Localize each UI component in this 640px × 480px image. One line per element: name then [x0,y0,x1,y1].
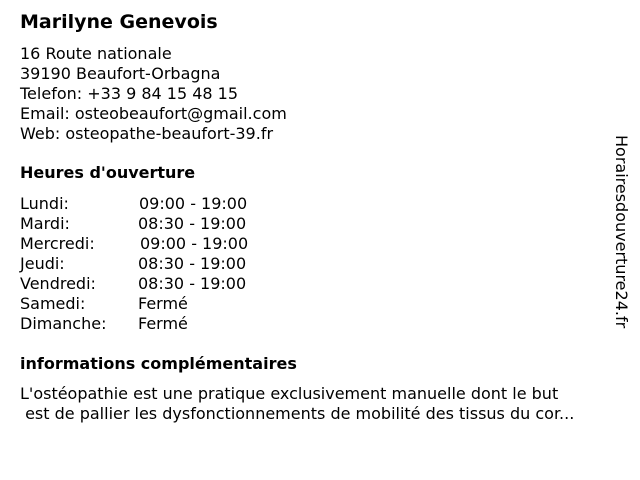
business-name: Marilyne Genevois [20,11,218,33]
web-text: Web: osteopathe-beaufort-39.fr [20,124,274,143]
hours-time: 08:30 - 19:00 [138,274,247,293]
hours-day: Vendredi: [20,274,96,293]
info-text [20,384,574,424]
hours-time: 09:00 - 19:00 [140,234,249,253]
hours-time: 09:00 - 19:00 [139,194,248,213]
hours-time: Fermé [138,294,188,313]
phone-text: Telefon: +33 9 84 15 48 15 [20,84,239,103]
info-line-2: est de pallier les dysfonctionnements de mobilité des tissus du cor... [20,404,575,423]
hours-day: Mercredi: [20,234,95,253]
address-line-1: 16 Route nationale [20,44,172,63]
hours-time: 08:30 - 19:00 [138,214,247,233]
hours-day: Lundi: [20,194,69,213]
email-text: Email: osteobeaufort@gmail.com [20,104,287,123]
info-line-1: L'ostéopathie est une pratique exclusivement manuelle dont le but [20,384,559,403]
hours-day: Samedi: [20,294,86,313]
hours-time: Fermé [138,314,188,333]
hours-day: Jeudi: [20,254,65,273]
address-line-2: 39190 Beaufort-Orbagna [20,64,221,83]
hours-time: 08:30 - 19:00 [138,254,247,273]
info-title: informations complémentaires [20,354,297,373]
contact-block [20,44,287,144]
watermark-text: Horairesdouverture24.fr [612,135,631,329]
hours-day: Dimanche: [20,314,107,333]
hours-day: Mardi: [20,214,70,233]
hours-title: Heures d'ouverture [20,163,196,182]
